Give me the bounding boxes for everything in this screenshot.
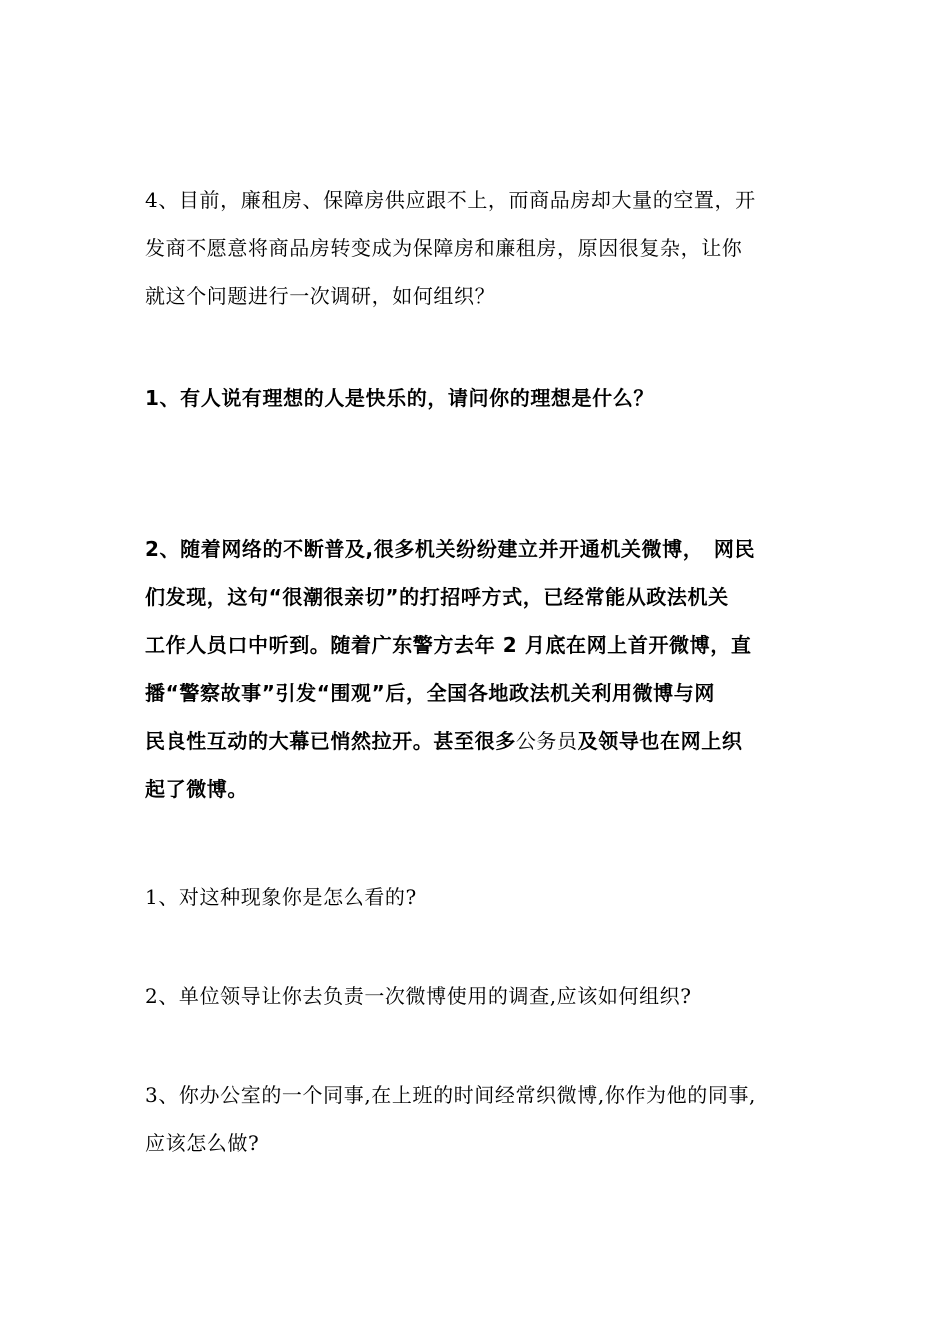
question-4-line-3: 就这个问题进行一次调研，如何组织？ <box>145 284 496 308</box>
sub-question-3 <box>145 1071 810 1167</box>
question-2-line-6: 起了微博。 <box>145 777 248 801</box>
question-2-line-1: 2、随着网络的不断普及,很多机关纷纷建立并开通机关微博， 网民 <box>145 537 756 561</box>
question-2-line-5 <box>145 717 810 765</box>
sub-question-1 <box>145 873 810 921</box>
question-2-paragraph <box>145 525 810 813</box>
question-4-line-2: 发商不愿意将商品房转变成为保障房和廉租房，原因很复杂，让你 <box>145 236 743 260</box>
sub-question-2-text: 2、单位领导让你去负责一次微博使用的调查,应该如何组织? <box>145 984 692 1008</box>
sub-question-3-line-2: 应该怎么做? <box>145 1131 260 1155</box>
sub-question-1-text: 1、对这种现象你是怎么看的? <box>145 885 417 909</box>
sub-question-2 <box>145 972 810 1020</box>
question-1-text: 1、有人说有理想的人是快乐的，请问你的理想是什么？ <box>145 386 654 410</box>
question-2-line-2: 们发现，这句“很潮很亲切”的打招呼方式，已经常能从政法机关 <box>145 585 729 609</box>
question-2-line-5-part-2: 及领导也在网上织 <box>577 729 743 753</box>
question-2-line-4: 播“警察故事”引发“围观”后，全国各地政法机关利用微博与网 <box>145 681 715 705</box>
question-2-line-3: 工作人员口中听到。随着广东警方去年 2 月底在网上首开微博，直 <box>145 633 752 657</box>
sub-question-3-line-1: 3、你办公室的一个同事,在上班的时间经常织微博,你作为他的同事, <box>145 1083 756 1107</box>
question-4-paragraph <box>145 176 810 320</box>
question-2-line-5-normal: 公务员 <box>515 729 578 753</box>
question-4-line-1: 4、目前，廉租房、保障房供应跟不上，而商品房却大量的空置，开 <box>145 188 756 212</box>
question-2-line-5-part-1: 民良性互动的大幕已悄然拉开。甚至很多 <box>145 729 516 753</box>
question-1-paragraph <box>145 374 810 422</box>
